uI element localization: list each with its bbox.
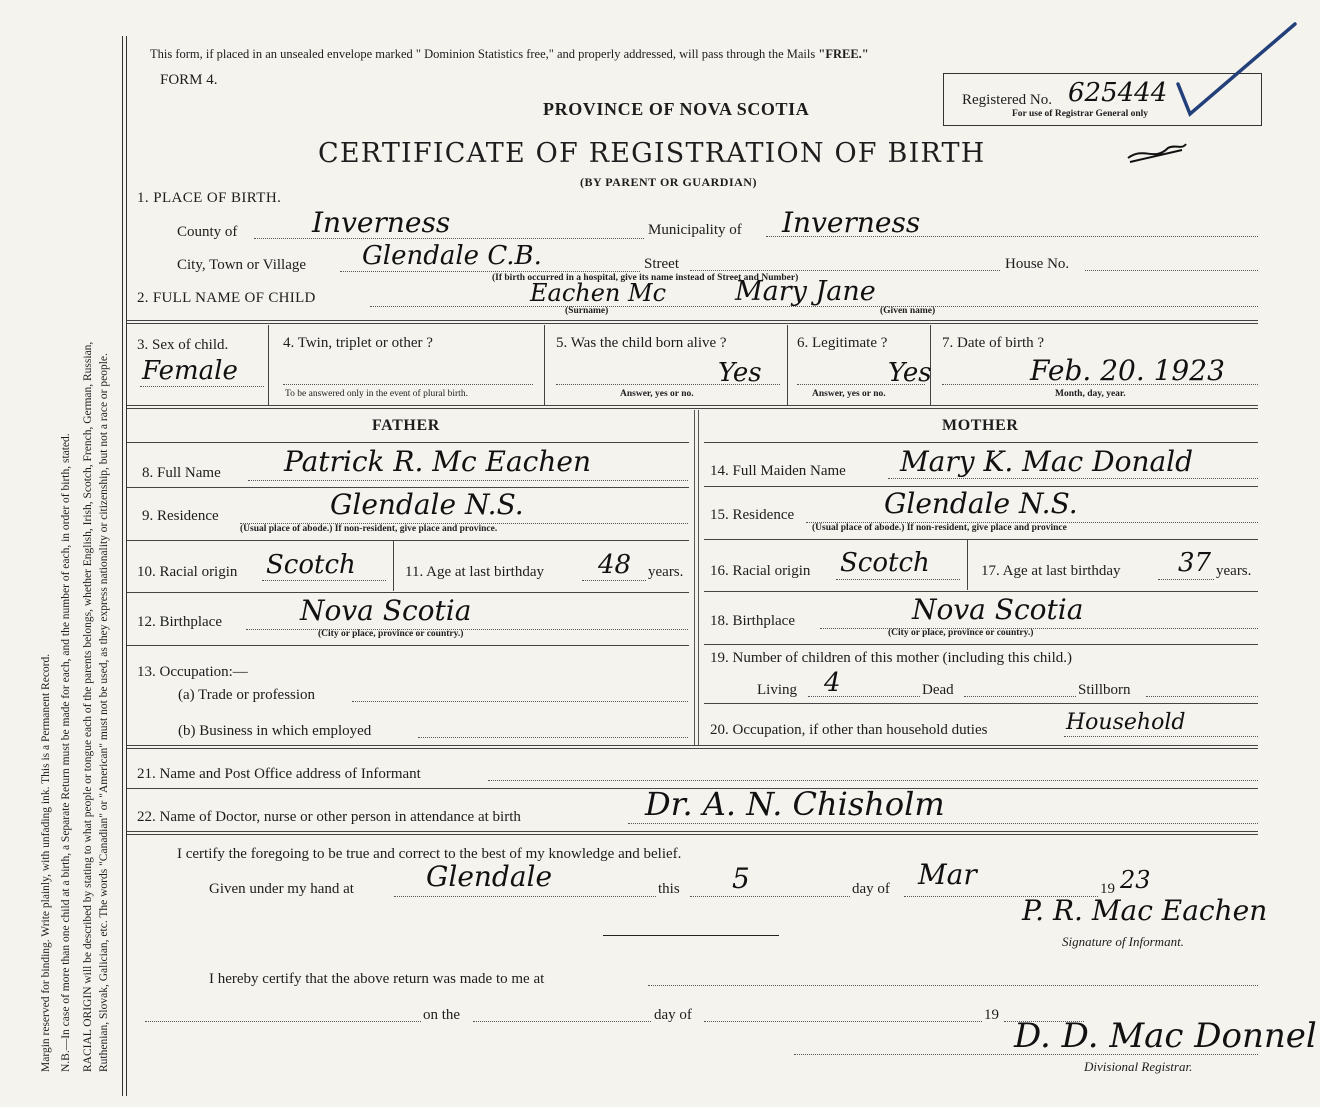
- margin-racial-note-1: RACIAL ORIGIN will be described by stating to what people or tongue each of the parents belongs, whether English, Irish, Scotch, French, German, Russian,: [82, 341, 94, 1072]
- born-alive-value: Yes: [718, 358, 762, 388]
- informant-caption: Signature of Informant.: [1062, 934, 1184, 949]
- mother-birthplace-note: (City or place, province or country.): [888, 628, 1034, 638]
- sex-label: 3. Sex of child.: [137, 337, 229, 353]
- margin-binding-note: Margin reserved for binding. Write plainly, with unfading ink. This is a Permanent Record.: [40, 653, 52, 1072]
- municipality-value: Inverness: [782, 206, 921, 239]
- father-residence-label: 9. Residence: [142, 508, 219, 524]
- twin-label: 4. Twin, triplet or other ?: [283, 335, 433, 351]
- father-age-label: 11. Age at last birthday: [405, 564, 544, 580]
- county-value: Inverness: [312, 206, 451, 239]
- border-left-2: [126, 36, 127, 1096]
- given-place-value: Glendale: [426, 860, 553, 893]
- born-alive-note: Answer, yes or no.: [620, 389, 694, 399]
- informant-address-label: 21. Name and Post Office address of Informant: [137, 766, 421, 782]
- legitimate-label: 6. Legitimate ?: [797, 335, 888, 351]
- father-birthplace-note: (City or place, province or country.): [318, 629, 464, 639]
- children-count-label: 19. Number of children of this mother (including this child.): [710, 650, 1073, 666]
- stillborn-label: Stillborn: [1078, 682, 1131, 698]
- day-of-label: day of: [852, 881, 890, 897]
- father-racial-value: Scotch: [266, 550, 356, 580]
- registered-number: 625444: [1068, 78, 1168, 108]
- father-name-value: Patrick R. Mc Eachen: [284, 445, 592, 478]
- this-label: this: [658, 881, 680, 897]
- father-name-label: 8. Full Name: [142, 465, 221, 481]
- hospital-note: (If birth occurred in a hospital, give its name instead of Street and Number): [492, 273, 799, 283]
- father-residence-note: (Usual place of abode.) If non-resident, give place and province.: [240, 524, 498, 534]
- mother-occupation-label: 20. Occupation, if other than household duties: [710, 722, 988, 738]
- informant-signature: P. R. Mac Eachen: [1022, 894, 1268, 927]
- mother-name-label: 14. Full Maiden Name: [710, 463, 846, 479]
- sex-value: Female: [142, 356, 238, 386]
- house-no-label: House No.: [1005, 256, 1070, 272]
- margin-plural-note: N.B.—In case of more than one child at a birth, a Separate Return must be made for each, and the number of each, in order of birth, stated.: [60, 433, 72, 1072]
- registrar-year-prefix: 19: [984, 1007, 999, 1023]
- margin-racial-note-2: Ruthenian, Slovak, Galician, etc. The words "Canadian" or "American" must not be used, as they express nationality or citizenship, but not a race or people.: [98, 353, 110, 1072]
- registrar-note: For use of Registrar General only: [1012, 109, 1149, 119]
- child-name-label: 2. FULL NAME OF CHILD: [137, 290, 316, 306]
- occupation-label: 13. Occupation:—: [137, 664, 248, 680]
- county-label: County of: [177, 224, 238, 240]
- month-value: Mar: [918, 858, 977, 891]
- father-birthplace-value: Nova Scotia: [300, 594, 472, 627]
- father-age-value: 48: [598, 550, 632, 580]
- border-left-1: [122, 36, 123, 1096]
- mother-age-label: 17. Age at last birthday: [981, 563, 1121, 579]
- business-label: (b) Business in which employed: [178, 723, 372, 739]
- legitimate-value: Yes: [888, 358, 932, 388]
- mother-occupation-value: Household: [1066, 710, 1186, 735]
- registrar-signature: D. D. Mac Donnel: [1014, 1016, 1317, 1056]
- page-subtitle: (BY PARENT OR GUARDIAN): [580, 175, 757, 189]
- checkmark-icon: [1150, 22, 1300, 132]
- doctor-label: 22. Name of Doctor, nurse or other person in attendance at birth: [137, 809, 521, 825]
- mother-heading: MOTHER: [942, 417, 1019, 434]
- given-label: Given under my hand at: [209, 881, 354, 897]
- child-given-value: Mary Jane: [735, 276, 876, 307]
- mother-years-label: years.: [1216, 563, 1252, 579]
- day-value: 5: [732, 862, 750, 895]
- mother-name-value: Mary K. Mac Donald: [900, 445, 1194, 478]
- city-value: Glendale C.B.: [362, 241, 542, 271]
- year-prefix: 19: [1100, 881, 1115, 897]
- form-number: FORM 4.: [160, 72, 218, 88]
- mother-birthplace-value: Nova Scotia: [912, 593, 1084, 626]
- street-label: Street: [644, 256, 679, 272]
- year-value: 23: [1120, 866, 1151, 894]
- place-of-birth-label: 1. PLACE OF BIRTH.: [137, 190, 282, 206]
- strike-scribble-icon: [1124, 140, 1190, 166]
- father-residence-value: Glendale N.S.: [330, 488, 524, 521]
- mother-residence-label: 15. Residence: [710, 507, 795, 523]
- child-surname-value: Eachen Mc: [530, 279, 667, 307]
- mother-residence-note: (Usual place of abode.) If non-resident, give place and province: [812, 523, 1067, 533]
- registrar-on-the-label: on the: [423, 1007, 461, 1023]
- mother-racial-value: Scotch: [840, 548, 930, 578]
- twin-note: To be answered only in the event of plural birth.: [285, 389, 468, 399]
- dead-label: Dead: [922, 682, 954, 698]
- father-birthplace-label: 12. Birthplace: [137, 614, 222, 630]
- living-label: Living: [757, 682, 797, 698]
- registrar-statement: I hereby certify that the above return was made to me at: [209, 971, 545, 987]
- mother-residence-value: Glendale N.S.: [884, 487, 1078, 520]
- registrar-caption: Divisional Registrar.: [1084, 1059, 1193, 1074]
- father-racial-label: 10. Racial origin: [137, 564, 238, 580]
- born-alive-label: 5. Was the child born alive ?: [556, 335, 727, 351]
- city-label: City, Town or Village: [177, 257, 307, 273]
- mother-age-value: 37: [1178, 548, 1212, 578]
- given-caption: (Given name): [880, 306, 936, 316]
- province-heading: PROVINCE OF NOVA SCOTIA: [543, 99, 810, 119]
- father-heading: FATHER: [372, 417, 440, 434]
- dob-label: 7. Date of birth ?: [942, 335, 1045, 351]
- registered-label: Registered No.: [962, 92, 1052, 108]
- mail-notice: This form, if placed in an unsealed envelope marked " Dominion Statistics free," and properly addressed, will pass through the Mails "FREE.": [150, 47, 869, 61]
- father-years-label: years.: [648, 564, 684, 580]
- doctor-value: Dr. A. N. Chisholm: [645, 785, 945, 823]
- registrar-day-of-label: day of: [654, 1007, 692, 1023]
- legitimate-note: Answer, yes or no.: [812, 389, 886, 399]
- living-value: 4: [824, 668, 841, 698]
- page-title: CERTIFICATE OF REGISTRATION OF BIRTH: [318, 138, 986, 169]
- trade-label: (a) Trade or profession: [178, 687, 316, 703]
- dob-value: Feb. 20. 1923: [1030, 354, 1225, 387]
- surname-caption: (Surname): [565, 306, 609, 316]
- mother-racial-label: 16. Racial origin: [710, 563, 811, 579]
- mother-birthplace-label: 18. Birthplace: [710, 613, 795, 629]
- municipality-label: Municipality of: [648, 222, 742, 238]
- certify-statement: I certify the foregoing to be true and correct to the best of my knowledge and belief.: [177, 846, 682, 862]
- dob-note: Month, day, year.: [1055, 389, 1126, 399]
